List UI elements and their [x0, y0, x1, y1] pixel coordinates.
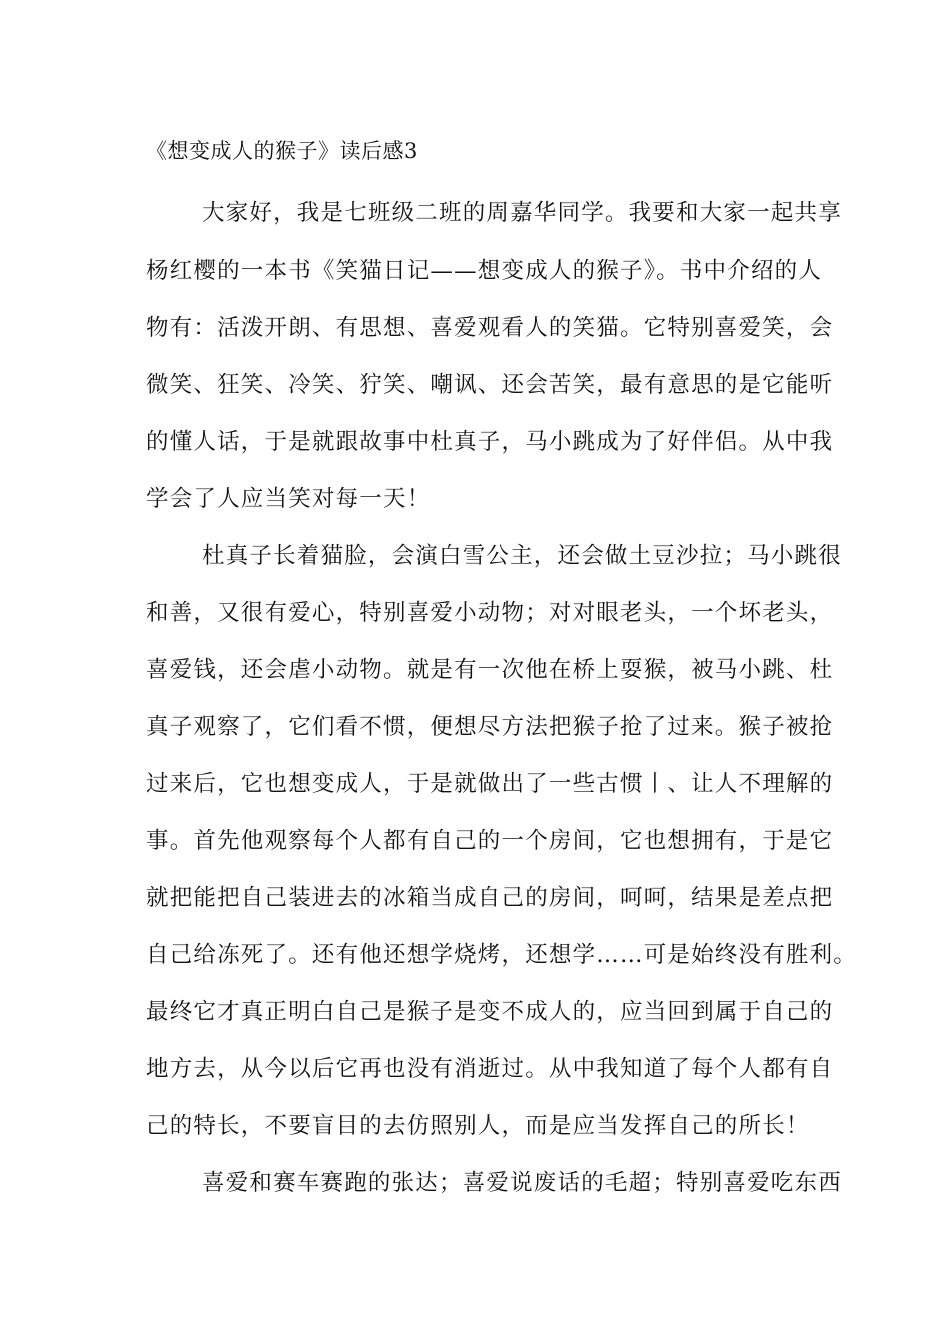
paragraph-2-line-10: 地方去，从今以后它再也没有消逝过。从中我知道了每个人都有自	[146, 1056, 834, 1082]
paragraph-1-line-4: 微笑、狂笑、冷笑、狞笑、嘲讽、还会苦笑，最有意思的是它能听	[146, 372, 834, 398]
paragraph-2-line-5: 过来后，它也想变成人，于是就做出了一些古惯丨、让人不理解的	[146, 771, 834, 797]
paragraph-1-line-6: 学会了人应当笑对每一天！	[146, 486, 431, 512]
paragraph-2-line-6: 事。首先他观察每个人都有自己的一个房间，它也想拥有，于是它	[146, 828, 834, 854]
paragraph-2-line-1: 杜真子长着猫脸，会演白雪公主，还会做土豆沙拉；马小跳很	[202, 543, 842, 569]
paragraph-3-line-1: 喜爱和赛车赛跑的张达；喜爱说废话的毛超；特别喜爱吃东西	[202, 1170, 842, 1196]
paragraph-1-line-3: 物有：活泼开朗、有思想、喜爱观看人的笑猫。它特别喜爱笑，会	[146, 315, 834, 341]
paragraph-2-line-8: 自己给冻死了。还有他还想学烧烤，还想学……可是始终没有胜利。	[146, 942, 858, 968]
paragraph-2-line-4: 真子观察了，它们看不惯，便想尽方法把猴子抢了过来。猴子被抢	[146, 714, 834, 740]
document-title: 《想变成人的猴子》读后感3	[146, 139, 418, 163]
paragraph-1-line-5: 的懂人话，于是就跟故事中杜真子，马小跳成为了好伴侣。从中我	[146, 429, 834, 455]
paragraph-2-line-3: 喜爱钱，还会虐小动物。就是有一次他在桥上耍猴，被马小跳、杜	[146, 657, 834, 683]
paragraph-2-line-7: 就把能把自己装进去的冰箱当成自己的房间，呵呵，结果是差点把	[146, 885, 834, 911]
paragraph-1-line-2: 杨红樱的一本书《笑猫日记——想变成人的猴子》。书中介绍的人	[146, 258, 823, 284]
paragraph-2-line-11: 己的特长，不要盲目的去仿照别人，而是应当发挥自己的所长！	[146, 1113, 810, 1139]
paragraph-2-line-9: 最终它才真正明白自己是猴子是变不成人的，应当回到属于自己的	[146, 999, 834, 1025]
paragraph-2-line-2: 和善，又很有爱心，特别喜爱小动物；对对眼老头，一个坏老头，	[146, 600, 834, 626]
paragraph-1-line-1: 大家好，我是七班级二班的周嘉华同学。我要和大家一起共享	[202, 200, 842, 226]
